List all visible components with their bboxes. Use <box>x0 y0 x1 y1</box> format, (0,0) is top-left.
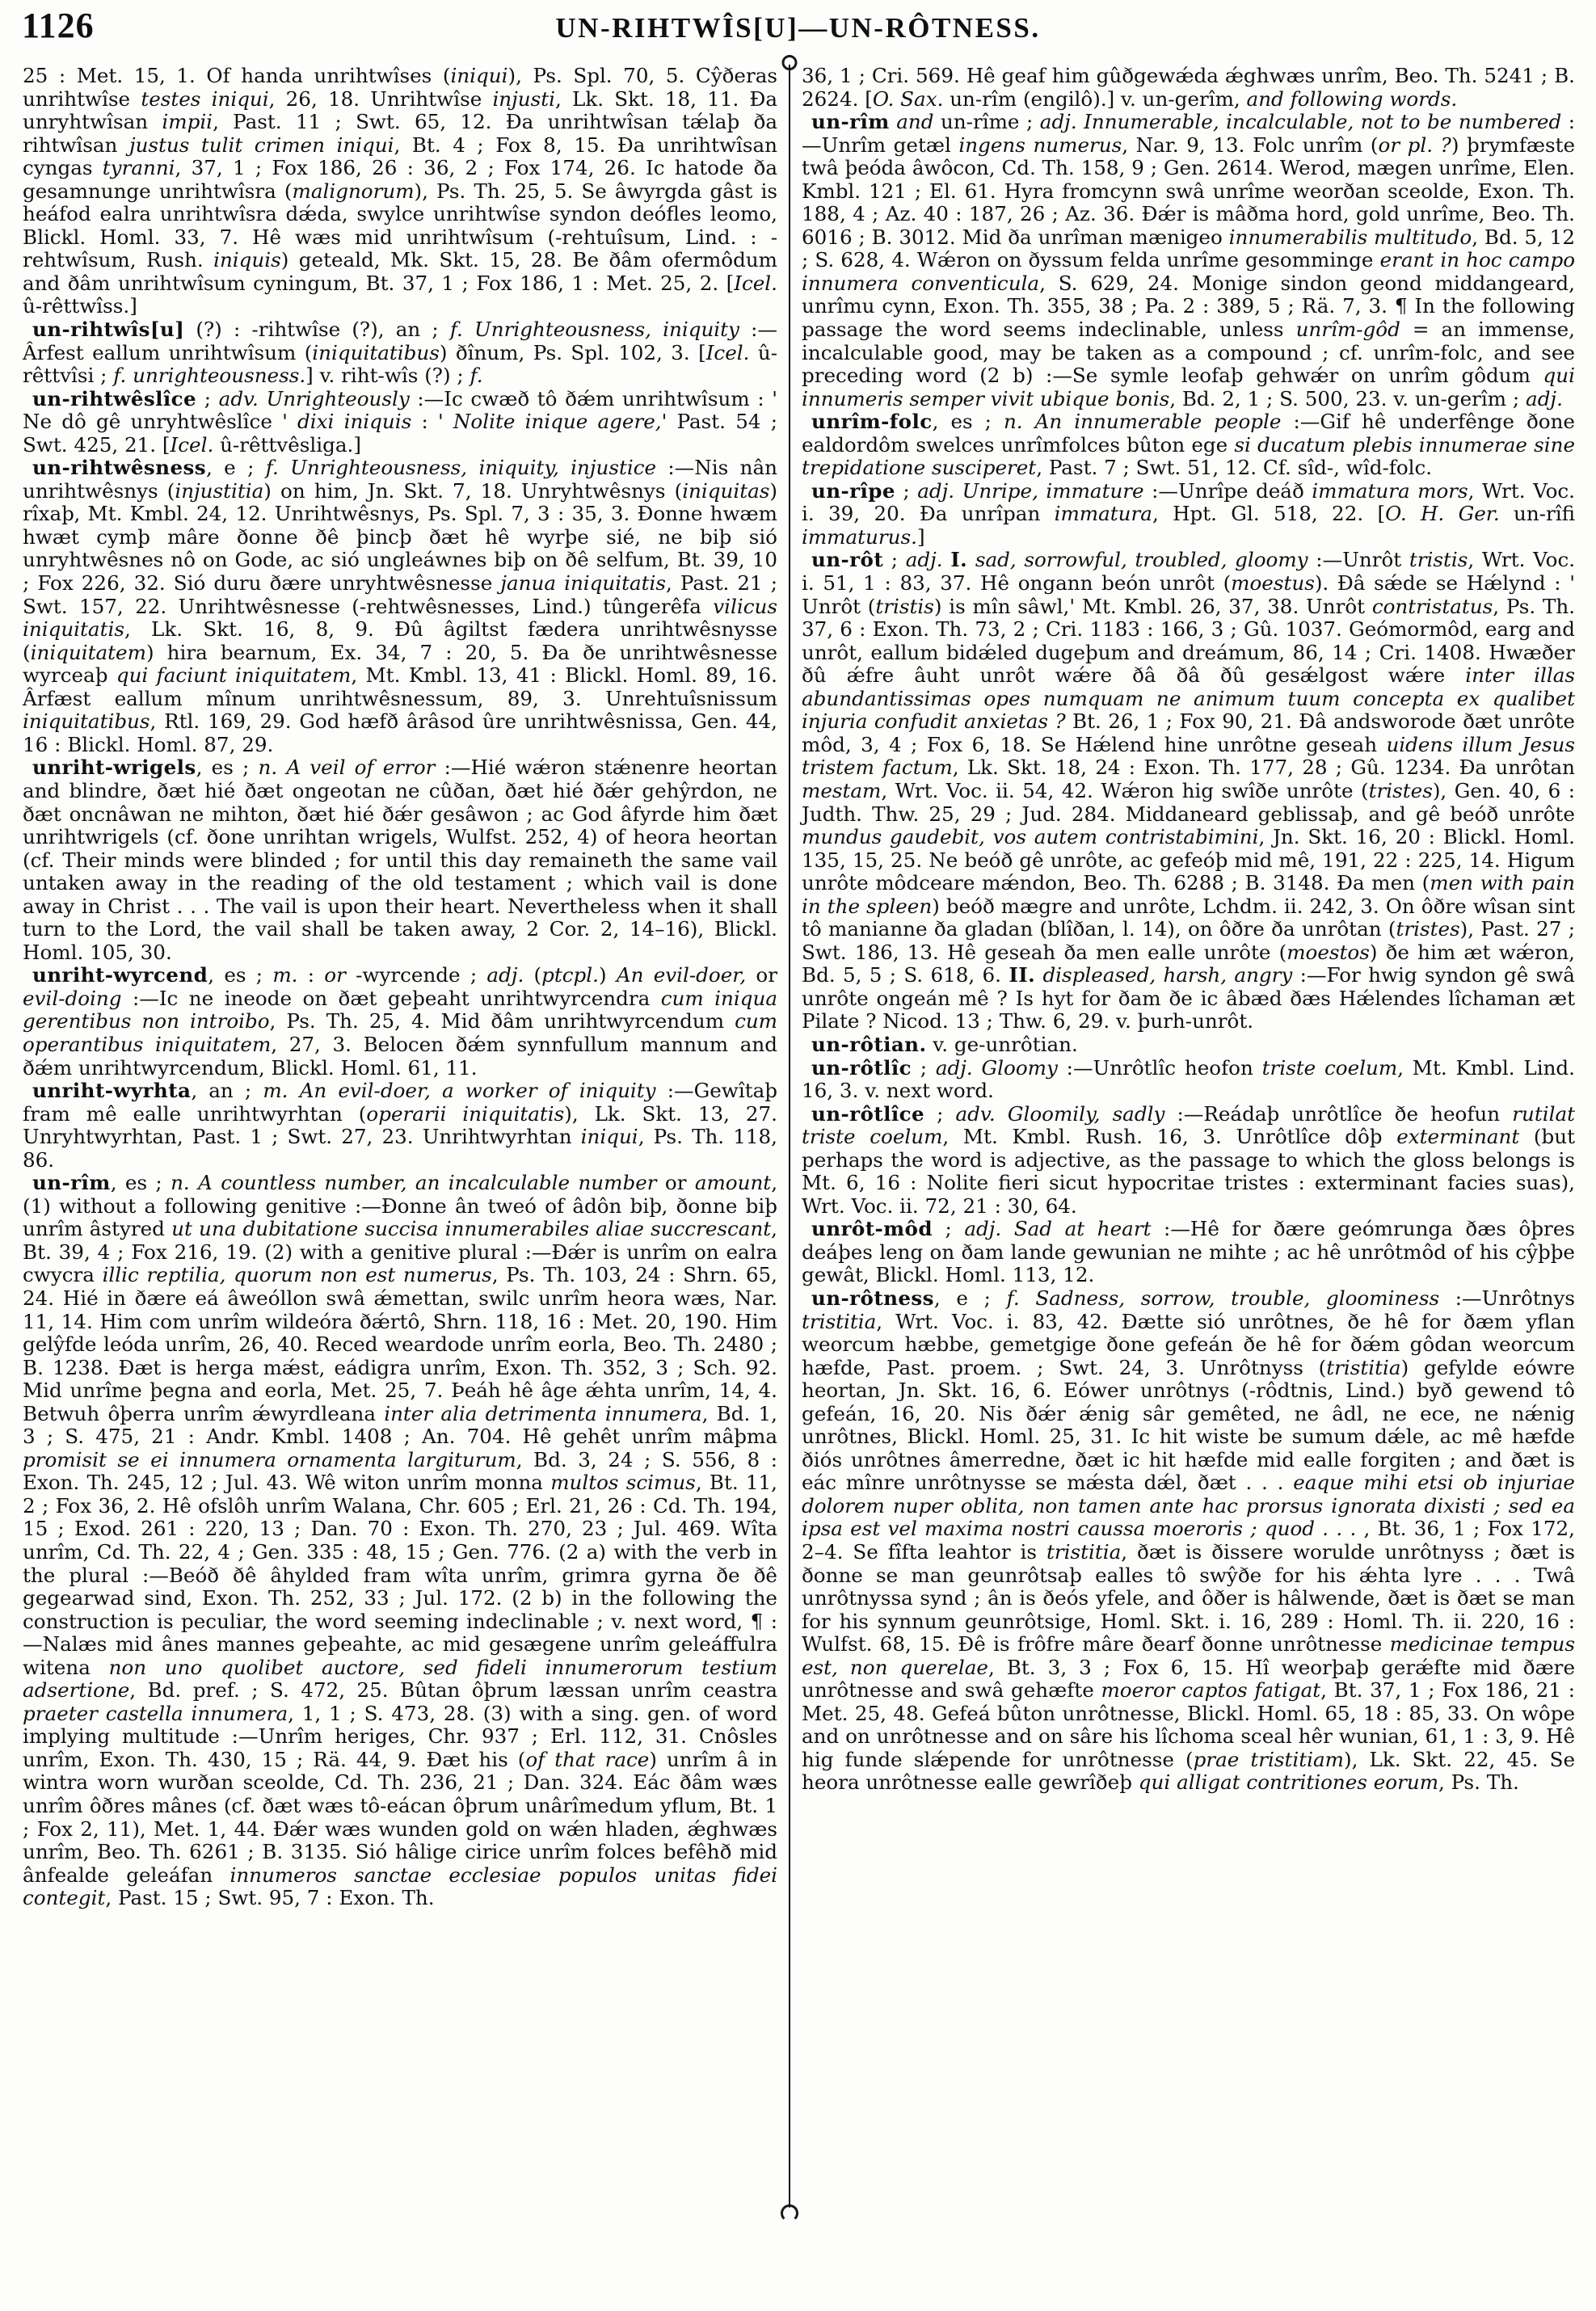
entry-un-ripe: un-rîpe ; adj. Unripe, immature :—Unrîpe deáð immatura mors, Wrt. Voc. i. 39, 20. Ða unrîpan immatura, Hpt. Gl. 518, 22. [O. H. Ger. un-rîfi immaturus.] <box>802 478 1576 549</box>
entry-unrot-mod: unrôt-môd ; adj. Sad at heart :—Hê for ðære geómrunga ðæs ôþres deáþes leng on ðam lande gewunian ne mihte ; ac hê unrôtmôd of his cŷþþe gewât, Blickl. Homl. 113, 12. <box>802 1217 1575 1287</box>
entry-un-rim-adj: un-rîm and un-rîme ; adj. Innumerable, incalculable, not to be numbered :—Unrîm getæl ingens numerus, Nar. 9, 13. Folc unrîm (or pl. ?) þrymfæste twâ þeóda âwôcon, Cd. Th. 158, 9 ; Gen. 2614. Werod, mægen unrîme, Elen. Kmbl. 121 ; El. 61. Hyra fromcynn swâ unrîme weorðan sceolde, Exon. Th. 188, 4 ; Az. 40 : 187, 26 ; Az. 36. Ðǽr is mâðma hord, gold unrîme, Beo. Th. 6016 ; B. 3012. Mid ða unrîman mænigeo innumerabilis multitudo, Bd. 5, 12 ; S. 628, 4. Wǽron on ðyssum felda unrîme gesomminge erant in hoc campo innumera conventicula, S. 629, 24. Monige sindon geond middangeard, unrîmu cynn, Exon. Th. 355, 38 ; Pa. 2 : 389, 5 ; Rä. 7, 3. ¶ In the following passage the word seems indeclinable, unless unrîm-gôd = an immense, incalculable good, may be taken as a compound ; cf. unrîm-folc, and see preceding word (2 b) :—Se symle leofaþ gehwǽr on unrîm gôdum qui innumeris semper vivit ubique bonis, Bd. 2, 1 ; S. 500, 23. v. un-gerîm ; adj. <box>802 110 1576 410</box>
dictionary-column-left <box>23 65 777 2208</box>
page-number: 1126 <box>22 6 95 45</box>
entry-un-rihtwisu: un-rihtwîs[u] (?) : -rihtwîse (?), an ; f. Unrighteousness, iniquity :—Ârfest eallum unrihtwîsum (iniquitatibus) ðînum, Ps. Spl. 102, 3. [Icel. û-rêttvîsi ; f. unrighteousness.] v. riht-wîs (?) ; f. <box>23 318 778 388</box>
entry-un-rihtwislice: un-rihtwêslîce ; adv. Unrighteously :—Ic cwæð tô ðǽm unrihtwîsum : ' Ne dô gê unryhtwêslîce ' dixi iniquis : ' Nolite inique agere,' Past. 54 ; Swt. 425, 21. [Icel. û-rêttvêsliga.] <box>23 386 777 457</box>
entry-un-rihtwisness: un-rihtwêsness, e ; f. Unrighteousness, iniquity, injustice :—Nis nân unrihtwêsnys (injustitia) on him, Jn. Skt. 7, 18. Unryhtwêsnys (iniquitas) rîxaþ, Mt. Kmbl. 24, 12. Unrihtwêsnys, Ps. Spl. 7, 3 : 35, 3. Ðonne hwæm hwæt cymþ mâre ðonne ðê þincþ ðæt hê wyrþe sié, ne biþ sió unryhtwêsnes nô on Gode, ac sió ungleáwnes biþ on ðê selfum, Bt. 39, 10 ; Fox 226, 32. Sió duru ðære unryhtwêsnesse janua iniquitatis, Past. 21 ; Swt. 157, 22. Unrihtwêsnesse (-rehtwêsnesses, Lind.) tûngerêfa vilicus iniquitatis, Lk. Skt. 16, 8, 9. Ðû âgiltst fædera unrihtwêsnysse (iniquitatem) hira bearnum, Ex. 34, 7 : 20, 5. Ða ðe unrihtwêsnesse wyrceaþ qui faciunt iniquitatem, Mt. Kmbl. 13, 41 : Blickl. Homl. 89, 16. Ârfæst eallum mînum unrihtwêsnessum, 89, 3. Unrehtuîsnissum iniquitatibus, Rtl. 169, 29. God hæfð ârâsod ûre unrihtwêsnissa, Gen. 44, 16 : Blickl. Homl. 87, 29. <box>23 456 778 756</box>
entry-unriht-wyrcend: unriht-wyrcend, es ; m. : or -wyrcende ; adj. (ptcpl.) An evil-doer, or evil-doing :—Ic ne ineode on ðæt geþeaht unrihtwyrcendra cum iniqua gerentibus non introibo, Ps. Th. 25, 4. Mid ðâm unrihtwyrcendum cum operantibus iniquitatem, 27, 3. Belocen ðǽm synnfullum mannum and ðǽm unrihtwyrcendum, Blickl. Homl. 61, 11. <box>23 963 777 1080</box>
continuation-un-rihtwis: 25 : Met. 15, 1. Of handa unrihtwîses (iniqui), Ps. Spl. 70, 5. Cŷðeras unrihtwîse testes iniqui, 26, 18. Unrihtwîse injusti, Lk. Skt. 18, 11. Ða unryhtwîsan impii, Past. 11 ; Swt. 65, 12. Ða unrihtwîsan tǽlaþ ða rihtwîsan justus tulit crimen iniqui, Bt. 4 ; Fox 8, 15. Ða unrihtwîsan cyngas tyranni, 37, 1 ; Fox 186, 26 : 36, 2 ; Fox 174, 26. Ic hatode ða gesamnunge unrihtwîsra (malignorum), Ps. Th. 25, 5. Se âwyrgda gâst is heáfod ealra unrihtwîsra dǽda, swylce unrihtwîse syndon deófles leomo, Blickl. Homl. 33, 7. Hê wæs mid unrihtwîsum (-rehtuîsum, Lind. : -rehtwîsum, Rush. iniquis) geteald, Mk. Skt. 15, 28. Be ðâm ofermôdum and ðâm unrihtwîsum cyningum, Bt. 37, 1 ; Fox 186, 1 : Met. 25, 2. [Icel. û-rêttwîss.] <box>23 64 778 318</box>
dictionary-column-right <box>802 65 1575 2208</box>
divider-rule <box>789 65 790 2208</box>
divider-anchor-icon <box>781 2204 798 2222</box>
page-body <box>23 65 1575 2208</box>
divider-top-ornament-icon <box>782 55 798 70</box>
continuation-un-rim: 36, 1 ; Cri. 569. Hê geaf him gûðgewǽda ǽghwæs unrîm, Beo. Th. 5241 ; B. 2624. [O. Sax. un-rîm (engilô).] v. un-gerîm, and following words. <box>802 64 1575 111</box>
entry-unrim-folc: unrîm-folc, es ; n. An innumerable people :—Gif hê underfênge ðone ealdordôm swelces unrîmfolces bûton ege si ducatum plebis innumerae sine trepidatione susciperet, Past. 7 ; Swt. 51, 12. Cf. sîd-, wîd-folc. <box>802 410 1576 480</box>
entry-unriht-wrigels: unriht-wrigels, es ; n. A veil of error :—Hié wǽron stǽnenre heortan and blindre, ðæt hié ðæt ongeotan ne cûðan, ðæt hié ðǽr gehŷrdon, ne ðæt oncnâwan ne mihton, ðæt hié ðǽr gesâwon ; ac God âfyrde him ðæt unrihtwrigels (cf. ðone unrihtan wrigels, Wulfst. 252, 4) of heora heortan (cf. Their minds were blinded ; for until this day remaineth the same vail untaken away in the reading of the old testament ; which vail is done away in Christ . . . The vail is upon their heart. Nevertheless when it shall turn to the Lord, the vail shall be taken away, 2 Cor. 2, 14–16), Blickl. Homl. 105, 30. <box>23 756 777 964</box>
entry-un-rotlice: un-rôtlîce ; adv. Gloomily, sadly :—Reádaþ unrôtlîce ðe heofun rutilat triste coelum, Mt. Kmbl. Rush. 16, 3. Unrôtlîce dôþ exterminant (but perhaps the word is adjective, as the passage to which the gloss belongs is Mt. 6, 16 : Nolite fieri sicut hypocritae tristes : exterminant facies suas), Wrt. Voc. ii. 72, 21 : 30, 64. <box>802 1101 1575 1218</box>
entry-un-rotlic: un-rôtlîc ; adj. Gloomy :—Unrôtlîc heofon triste coelum, Mt. Kmbl. Lind. 16, 3. v. next word. <box>802 1055 1575 1103</box>
entry-un-rotness: un-rôtness, e ; f. Sadness, sorrow, trouble, gloominess :—Unrôtnys tristitia, Wrt. Voc. i. 83, 42. Ðætte sió unrôtnes, ðe hê for ðæm yflan weorcum hæbbe, gemetgige ðone gefeán ðe hê for ðǽm gôdan weorcum hæfde, Past. proem. ; Swt. 24, 3. Unrôtnyss (tristitia) gefylde eówre heortan, Jn. Skt. 16, 6. Eówer unrôtnys (-rôdtnis, Lind.) byð gewend tô gefeán, 16, 20. Nis ðǽr ǽnig sâr gemêted, ne âdl, ne ece, ne nǽnig unrôtnes, Blickl. Homl. 25, 31. Ic hit wiste be sumum dǽle, ac mê hæfde ðiós unrôtnes âmerredne, ðæt ic hit hæfde mid ealle forgiten ; and ðæt is eác mînre unrôtnysse se mǽsta dǽl, ðæt . . . eaque mihi etsi ob injuriae dolorem nuper oblita, non tamen ante hac prorsus ignorata dixisti ; sed ea ipsa est vel maxima nostri caussa moeroris ; quod . . . , Bt. 36, 1 ; Fox 172, 2–4. Se fîfta leahtor is tristitia, ðæt is ðissere worulde unrôtnyss ; ðæt is ðonne se man geunrôtsaþ ealles tô swŷðe for his ǽhta lyre . . . Twâ unrôtnyssa synd ; ân is ðeós yfele, and ôðer is hâlwende, ðæt is ðæt se man for his synnum geunrôtsige, Homl. Skt. i. 16, 289 : Homl. Th. ii. 220, 16 : Wulfst. 68, 15. Ðê is frôfre mâre ðearf ðonne unrôtnesse medicinae tempus est, non querelae, Bt. 3, 3 ; Fox 6, 15. Hî weorþaþ gerǽfte mid ðære unrôtnesse and swâ gehæfte moeror captos fatigat, Bt. 37, 1 ; Fox 186, 21 : Met. 25, 48. Gefeá bûton unrôtnesse, Blickl. Homl. 65, 18 : 85, 33. On wôpe and on unrôtnesse and on sâre his lîchoma sceal hêr wunian, 61, 1 : 3, 9. Hê hig funde slǽpende for unrôtnesse (prae tristitiam), Lk. Skt. 22, 45. Se heora unrôtnesse ealle gewrîðeþ qui alligat contritiones eorum, Ps. Th. <box>802 1286 1576 1795</box>
entry-unriht-wyrhta: unriht-wyrhta, an ; m. An evil-doer, a worker of iniquity :—Gewîtaþ fram mê ealle unrihtwyrhtan (operarii iniquitatis), Lk. Skt. 13, 27. Unryhtwyrhtan, Past. 1 ; Swt. 27, 23. Unrihtwyrhtan iniqui, Ps. Th. 118, 86. <box>23 1079 778 1172</box>
column-divider <box>777 65 802 2208</box>
entry-un-rim-noun: un-rîm, es ; n. A countless number, an incalculable number or amount, (1) without a following genitive :—Ðonne ân tweó of âdôn biþ, ðonne biþ unrîm âstyred ut una dubitatione succisa innumerabiles aliae succrescant, Bt. 39, 4 ; Fox 216, 19. (2) with a genitive plural :—Ðǽr is unrîm on ealra cwycra illic reptilia, quorum non est numerus, Ps. Th. 103, 24 : Shrn. 65, 24. Hié in ðære eá âweóllon swâ ǽmettan, swilc unrîm heora wæs, Nar. 11, 14. Him com unrîm wildeóra ðǽrtô, Shrn. 118, 16 : Met. 20, 190. Him gelŷfde leóda unrîm, 26, 40. Reced weardode unrîm eorla, Beo. Th. 2480 ; B. 1238. Ðæt is herga mǽst, eádigra unrîm, Exon. Th. 352, 3 ; Sch. 92. Mid unrîme þegna and eorla, Met. 25, 7. Þeáh hê âge ǽhta unrîm, 14, 4. Betwuh ôþerra unrîm ǽwyrdleana inter alia detrimenta innumera, Bd. 1, 3 ; S. 475, 21 : Andr. Kmbl. 1408 ; An. 704. Hê gehêt unrîm mâþma promisit se ei innumera ornamenta largiturum, Bd. 3, 24 ; S. 556, 8 : Exon. Th. 245, 12 ; Jul. 43. Wê witon unrîm monna multos scimus, Bt. 11, 2 ; Fox 36, 2. Hê ofslôh unrîm Walana, Chr. 605 ; Erl. 21, 26 : Cd. Th. 194, 15 ; Exod. 261 : 220, 13 ; Dan. 70 : Exon. Th. 270, 23 ; Jul. 469. Wîta unrîm, Cd. Th. 22, 4 ; Gen. 335 : 48, 15 ; Gen. 776. (2 a) with the verb in the plural :—Beóð ðê âhylded fram wîta unrîm, grimra gyrna ðe ðê gegearwad sind, Exon. Th. 252, 33 ; Jul. 172. (2 b) in the following the construction is peculiar, the word seeming indeclinable ; v. next word, ¶ :—Nalæs mid ânes mannes geþeahte, ac mid gesægene unrîm geleáffulra witena non uno quolibet auctore, sed fideli innumerorum testium adsertione, Bd. pref. ; S. 472, 25. Bûtan ôþrum læssan unrîm ceastra praeter castella innumera, 1, 1 ; S. 473, 28. (3) with a sing. gen. of word implying multitude :—Unrîm heriges, Chr. 937 ; Erl. 112, 31. Cnôsles unrîm, Exon. Th. 430, 15 ; Rä. 44, 9. Ðæt his (of that race) unrîm â in wintra worn wurðan sceolde, Cd. Th. 236, 21 ; Dan. 324. Eác ðâm wæs unrîm ôðres mânes (cf. ðæt wæs tô-eácan ôþrum unârîmedum yflum, Bt. 1 ; Fox 2, 11), Met. 1, 44. Ðǽr wæs wunden gold on wǽn hladen, ǽghwæs unrîm, Beo. Th. 6261 ; B. 3135. Sió hâlige cirice unrîm folces befêhð mid ânfealde geleáfan innumeros sanctae ecclesiae populos unitas fidei contegit, Past. 15 ; Swt. 95, 7 : Exon. Th. <box>23 1171 778 1910</box>
entry-un-rot: un-rôt ; adj. I. sad, sorrowful, troubled, gloomy :—Unrôt tristis, Wrt. Voc. i. 51, 1 : 83, 37. Hê ongann beón unrôt (moestus). Ðâ sǽde se Hǽlynd : ' Unrôt (tristis) is mîn sâwl,' Mt. Kmbl. 26, 37, 38. Unrôt contristatus, Ps. Th. 37, 6 : Exon. Th. 73, 2 ; Cri. 1183 : 166, 3 ; Gû. 1037. Geómormôd, earg and unrôt, eallum bidǽled dugeþum and dreámum, 86, 14 ; Cri. 1408. Hwæðer ðû ǽfre âuht unrôt wǽre ðâ ðâ ðû gesǽlgost wǽre inter illas abundantissimas opes numquam ne animum tuum concepta ex qualibet injuria confudit anxietas ? Bt. 26, 1 ; Fox 90, 21. Ðâ andsworode ðæt unrôte môd, 3, 4 ; Fox 6, 18. Se Hǽlend hine unrôtne geseah uidens illum Jesus tristem factum, Lk. Skt. 18, 24 : Exon. Th. 177, 28 ; Gû. 1234. Ða unrôtan mestam, Wrt. Voc. ii. 54, 42. Wǽron hig swîðe unrôte (tristes), Gen. 40, 6 : Judth. Thw. 25, 29 ; Jud. 284. Middaneard geblissaþ, and gê beóð unrôte mundus gaudebit, vos autem contristabimini, Jn. Skt. 16, 20 : Blickl. Homl. 135, 15, 25. Ne beóð gê unrôte, ac gefeóþ mid mê, 191, 22 : 225, 14. Higum unrôte môdceare mǽndon, Beo. Th. 6288 ; B. 3148. Ða men (men with pain in the spleen) beóð mægre and unrôte, Lchdm. ii. 242, 3. On ôðre wîsan sint tô manianne ða gladan (blîðan, l. 14), on ôðre ða unrôtan (tristes), Past. 27 ; Swt. 186, 13. Hê geseah ða men ealle unrôte (moestos) ðe him æt wǽron, Bd. 5, 5 ; S. 618, 6. II. displeased, harsh, angry :—For hwig syndon gê swâ unrôte ongeán mê ? Is hyt for ðam ðe ic âbæd ðæs Hǽlendes lîchaman æt Pilate ? Nicod. 13 ; Thw. 6, 29. v. þurh-unrôt. <box>802 548 1576 1033</box>
page-title: UN-RIHTWÎS[U]—UN-RÔTNESS. <box>555 12 1041 44</box>
entry-un-rotian: un-rôtian. v. ge-unrôtian. <box>811 1032 1078 1056</box>
